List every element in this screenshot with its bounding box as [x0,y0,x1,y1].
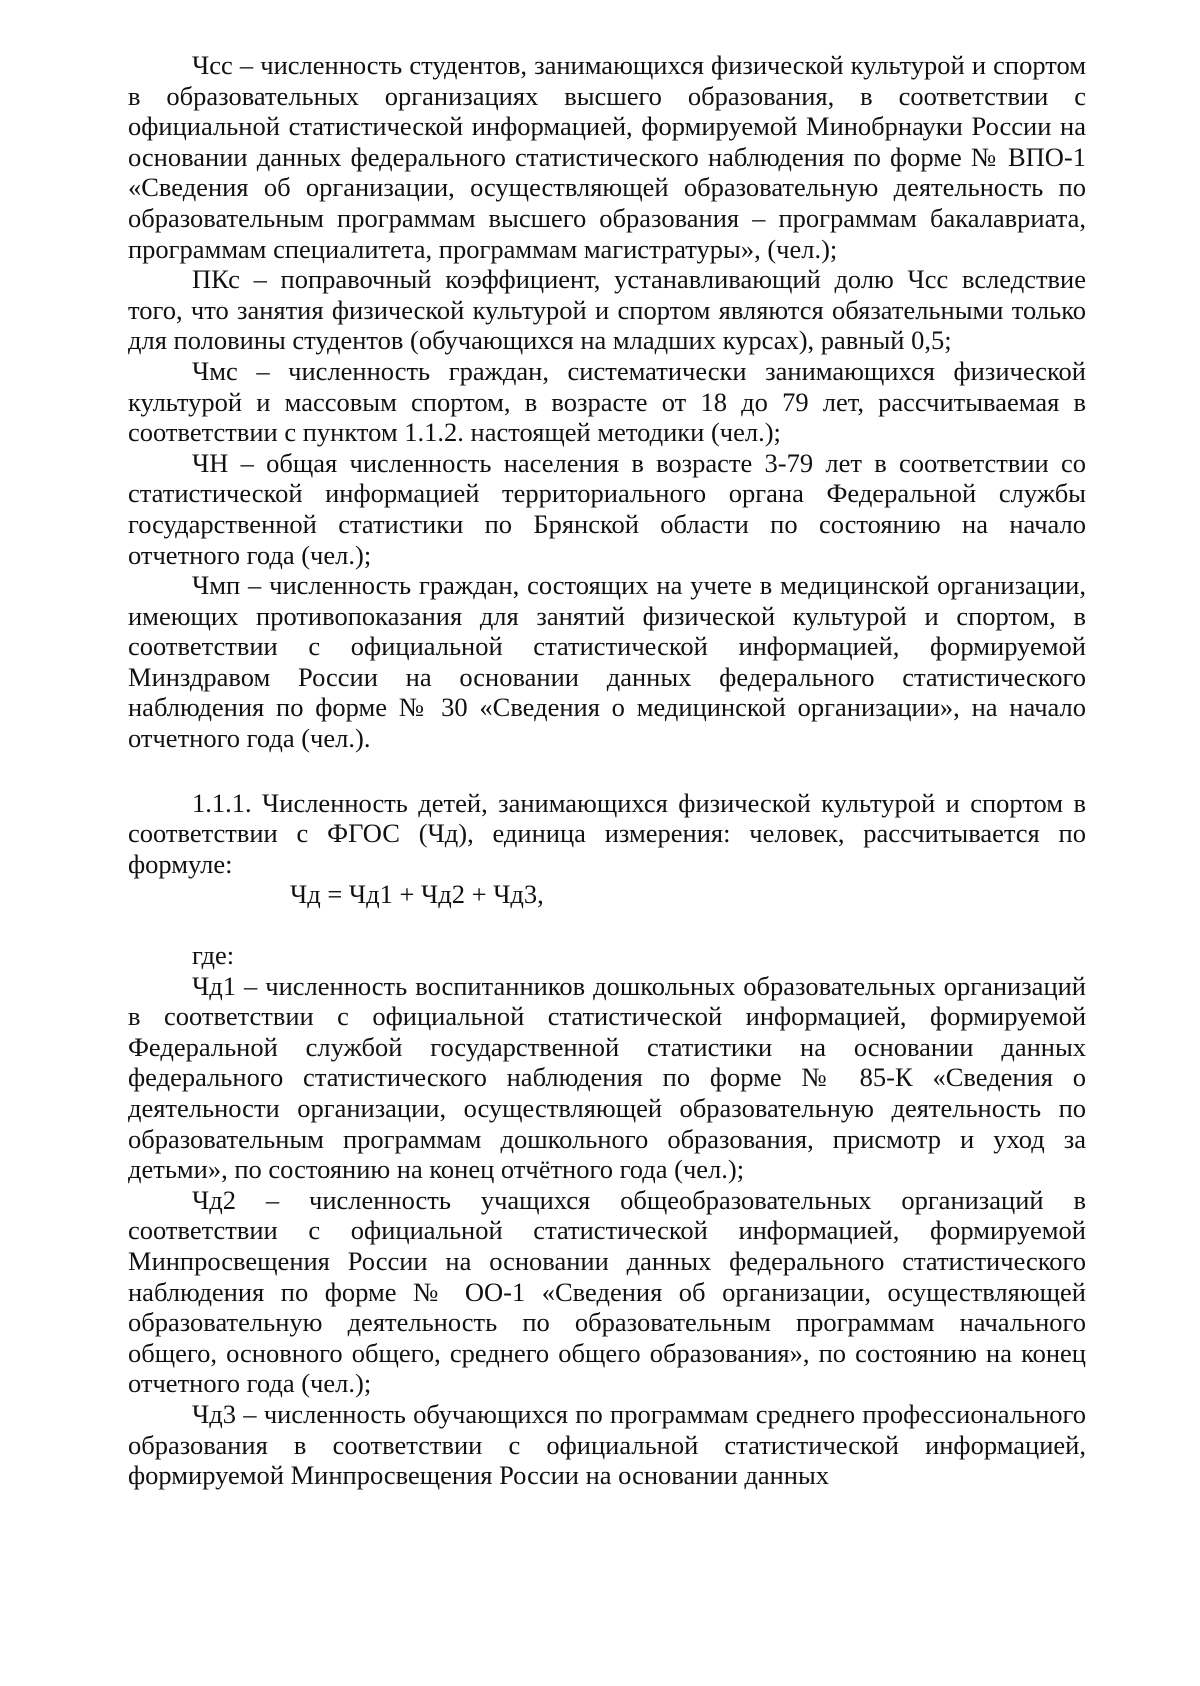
section-1-1-1: 1.1.1. Численность детей, занимающихся физической культурой и спортом в соответствии с ФГОС (Чд), единица измерения: человек, рассчитывается по формуле: [128,787,1086,879]
definition-pks: ПКс – поправочный коэффициент, устанавливающий долю Чсс вследствие того, что занятия физической культурой и спортом являются обязательными только для половины студентов (обучающихся на младших курсах), равный 0,5; [128,264,1086,356]
formula-text: Чд = Чд1 + Чд2 + Чд3, [290,879,544,910]
where-label: где: [192,940,235,971]
formula [128,879,1086,910]
definition-chd2: Чд2 – численность учащихся общеобразовательных организаций в соответствии с официальной статистической информацией, формируемой Минпросвещения России на основании данных федерального статистического наблюдения по форме № ОО-1 «Сведения об организации, осуществляющей образовательную деятельность по образовательным программам начального общего, основного общего, среднего общего образования», по состоянию на конец отчетного года (чел.); [128,1184,1086,1399]
definition-chss: Чсс – численность студентов, занимающихся физической культурой и спортом в образовательных организациях высшего образования, в соответствии с официальной статистической информацией, формируемой Минобрнауки России на основании данных федерального статистического наблюдения по форме № ВПО-1 «Сведения об организации, осуществляющей образовательную деятельность по образовательным программам высшего образования – программам бакалавриата, программам специалитета, программам магистратуры», (чел.); [128,50,1086,264]
definition-chd3: Чд3 – численность обучающихся по программам среднего профессионального образования в соответствии с официальной статистической информацией, формируемой Минпросвещения России на основании данных [128,1398,1086,1491]
definition-chd1: Чд1 – численность воспитанников дошкольных образовательных организаций в соответствии с официальной статистической информацией, формируемой Федеральной службой государственной статистики на основании данных федерального статистического наблюдения по форме № 85-К «Сведения о деятельности организации, осуществляющей образовательную деятельность по образовательным программам дошкольного образования, присмотр и уход за детьми», по состоянию на конец отчётного года (чел.); [128,970,1086,1185]
document-page [128,50,1086,1491]
definition-chn: ЧН – общая численность населения в возрасте 3-79 лет в соответствии со статистической информацией территориального органа Федеральной службы государственной статистики по Брянской области по состоянию на начало отчетного года (чел.); [128,447,1086,570]
definition-chmp: Чмп – численность граждан, состоящих на учете в медицинской организации, имеющих противопоказания для занятий физической культурой и спортом, в соответствии с официальной статистической информацией, формируемой Минздравом России на основании данных федерального статистического наблюдения по форме № 30 «Сведения о медицинской организации», на начало отчетного года (чел.). [128,570,1086,754]
definition-chms: Чмс – численность граждан, систематически занимающихся физической культурой и массовым спортом, в возрасте от 18 до 79 лет, рассчитываемая в соответствии с пунктом 1.1.2. настоящей методики (чел.); [128,355,1086,448]
